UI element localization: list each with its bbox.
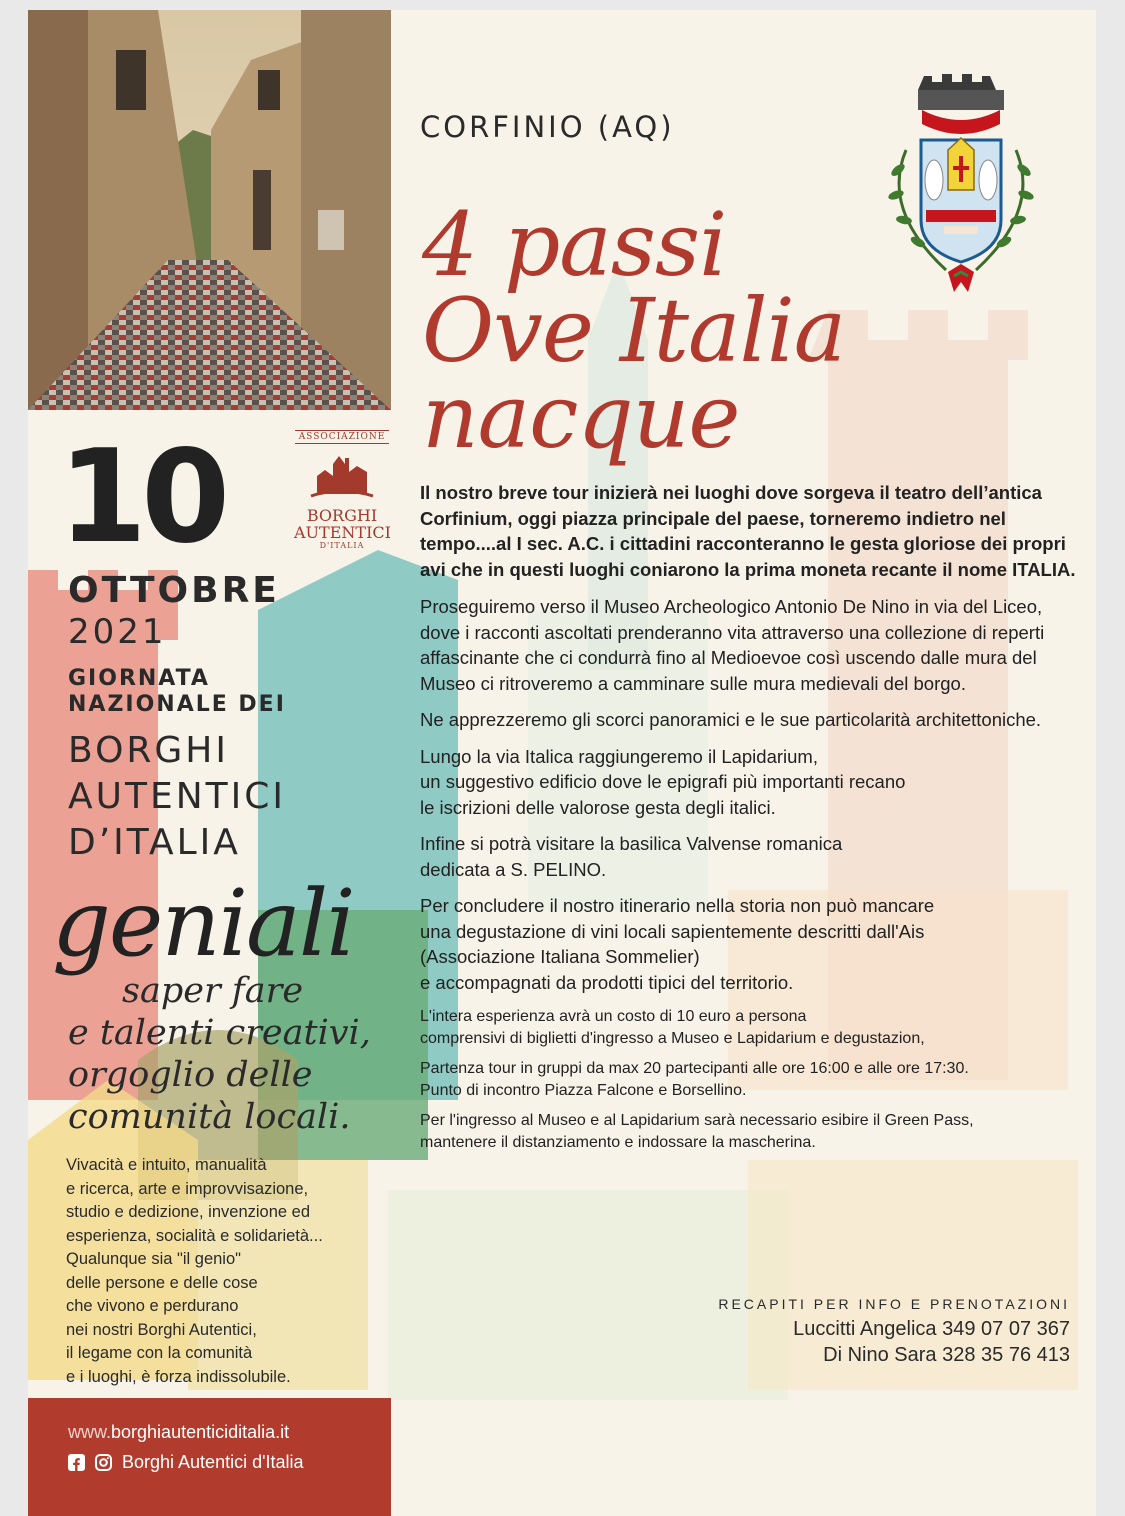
vivacita-line: e i luoghi, è forza indissolubile.	[66, 1367, 291, 1386]
event-month: OTTOBRE	[68, 570, 280, 611]
departure-note	[420, 1058, 1080, 1101]
title-line: nacque	[422, 365, 740, 468]
title-line: Ove Italia	[422, 279, 846, 382]
event-title	[422, 193, 846, 468]
text-line: dedicata a S. PELINO.	[420, 858, 607, 880]
text-line: Lungo la via Italica raggiungeremo il Lapidarium,	[420, 745, 818, 767]
contact-person: Luccitti Angelica 349 07 07 367	[793, 1318, 1070, 1340]
text-line: le iscrizioni delle valorose gesta degli italici.	[420, 796, 776, 818]
event-year: 2021	[68, 612, 167, 652]
text-line: Infine si potrà visitare la basilica Valvense romanica	[420, 833, 843, 854]
lead-paragraph: Il nostro breve tour inizierà nei luoghi dove sorgeva il teatro dell’antica Corfinium, oggi piazza principale del paese, torneremo indietro nel tempo....al I sec. A.C. i cittadini racconteranno le gesta gloriose dei propri avi che in questi luoghi coniarono la prima moneta recante il nome ITALIA.	[420, 482, 1076, 580]
giornata-line: GIORNATA	[68, 666, 210, 691]
logo-name	[294, 507, 390, 541]
logo-name-line1: BORGHI	[306, 506, 378, 525]
logo-sub: D'ITALIA	[319, 541, 365, 550]
facebook-icon[interactable]	[68, 1454, 85, 1471]
paragraph-museum: Proseguiremo verso il Museo Archeologico Antonio De Nino in via del Liceo, dove i racconti ascoltati prenderanno vita attraverso una collezione di reperti affascinante che ci condurrà fino al Medioevoe così uscendo dalle mura del Museo ci ritroveremo a camminare sulle mura medievali del borgo.	[420, 596, 1045, 694]
borghi-line: D’ITALIA	[68, 822, 241, 863]
vivacita-line: esperienza, socialità e solidarietà...	[66, 1226, 323, 1245]
paragraph-tasting	[420, 893, 1080, 995]
logo-association-label: ASSOCIAZIONE	[295, 430, 390, 444]
geniali-title: geniali	[52, 870, 354, 977]
website-domain: borghiautenticiditalia.it	[111, 1422, 290, 1442]
municipal-crest	[866, 50, 1056, 300]
text-line: (Associazione Italiana Sommelier)	[420, 946, 700, 967]
text-line: una degustazione di vini locali sapientemente descritti dall'Ais	[420, 920, 925, 942]
price-note	[420, 1006, 1080, 1049]
place-name: CORFINIO (AQ)	[420, 110, 675, 144]
tagline-line: saper fare	[122, 971, 304, 1011]
instagram-icon[interactable]	[95, 1454, 112, 1471]
giornata-line: NAZIONALE DEI	[68, 692, 286, 717]
contacts-block	[718, 1296, 1070, 1368]
logo-name-line2: AUTENTICI	[294, 523, 391, 542]
vivacita-line: nei nostri Borghi Autentici,	[66, 1320, 257, 1339]
text-line: mantenere il distanziamento e indossare la mascherina.	[420, 1133, 816, 1151]
description	[420, 480, 1080, 1162]
tagline	[68, 970, 388, 1138]
footer-band	[28, 1398, 391, 1516]
text-line: Punto di incontro Piazza Falcone e Borsellino.	[420, 1081, 747, 1099]
vivacita-line: delle persone e delle cose	[66, 1273, 258, 1292]
vivacita-text	[66, 1154, 376, 1389]
poster	[28, 10, 1096, 1516]
borghi-line: AUTENTICI	[68, 776, 287, 817]
text-line: e accompagnati da prodotti tipici del territorio.	[420, 971, 794, 993]
tagline-line: orgoglio delle	[68, 1055, 313, 1095]
social-label: Borghi Autentici d'Italia	[122, 1452, 304, 1472]
association-logo	[294, 426, 390, 556]
text-line: comprensivi di biglietti d'ingresso a Museo e Lapidarium e degustazion,	[420, 1029, 925, 1047]
social-links[interactable]	[68, 1452, 304, 1473]
event-day: 10	[58, 423, 225, 572]
paragraph-panorama: Ne apprezzeremo gli scorci panoramici e le sue particolarità architettoniche.	[420, 709, 1042, 730]
borghi-line: BORGHI	[68, 730, 229, 771]
greenpass-note	[420, 1110, 1080, 1153]
title-line: 4 passi	[422, 193, 727, 296]
vivacita-line: Vivacità e intuito, manualità	[66, 1156, 267, 1174]
vivacita-line: il legame con la comunità	[66, 1344, 253, 1362]
text-line: Partenza tour in gruppi da max 20 partecipanti alle ore 16:00 e alle ore 17:30.	[420, 1060, 969, 1077]
vivacita-line: che vivono e perdurano	[66, 1297, 239, 1315]
contacts-heading: RECAPITI PER INFO E PRENOTAZIONI	[718, 1296, 1070, 1312]
text-line: Per concludere il nostro itinerario nella storia non può mancare	[420, 895, 935, 916]
tagline-line: e talenti creativi,	[68, 1013, 371, 1053]
street-photo	[28, 10, 391, 410]
text-line: un suggestivo edificio dove le epigrafi più importanti recano	[420, 771, 906, 792]
village-icon	[307, 444, 377, 500]
borghi-heading	[68, 728, 286, 866]
text-line: Per l'ingresso al Museo e al Lapidarium sarà necessario esibire il Green Pass,	[420, 1112, 974, 1129]
contact-person: Di Nino Sara 328 35 76 413	[823, 1344, 1070, 1366]
website-link[interactable]	[68, 1422, 289, 1443]
giornata-heading	[68, 666, 286, 718]
vivacita-line: studio e dedizione, invenzione ed	[66, 1203, 311, 1221]
left-column	[28, 410, 391, 1516]
tagline-line: comunità locali.	[68, 1097, 351, 1137]
text-line: L'intera esperienza avrà un costo di 10 euro a persona	[420, 1008, 807, 1025]
vivacita-line: e ricerca, arte e improvvisazione,	[66, 1179, 309, 1198]
paragraph-basilica	[420, 831, 1080, 882]
vivacita-line: Qualunque sia "il genio"	[66, 1250, 241, 1268]
paragraph-lapidarium	[420, 744, 1080, 821]
website-prefix: www.	[68, 1422, 112, 1442]
